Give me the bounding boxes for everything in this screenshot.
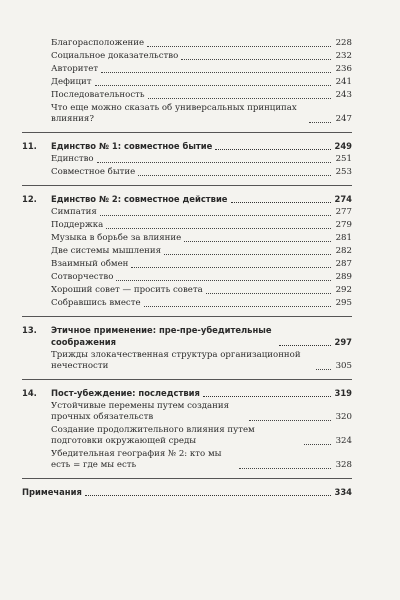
toc-entry-title: Совместное бытие	[51, 167, 136, 177]
dot-leader	[206, 293, 331, 294]
dot-leader	[316, 369, 331, 370]
dot-leader	[249, 420, 331, 421]
toc-entry-title: Хороший совет — просить совета	[51, 285, 203, 295]
chapter-heading	[22, 193, 352, 205]
chapter-page: 319	[334, 388, 352, 398]
toc-entry-title: Дефицит	[51, 77, 92, 87]
dot-leader	[279, 345, 331, 346]
toc-entry-title: Сотворчество	[51, 272, 114, 282]
toc-entry-title: Устойчивые перемены путем создания прочных обязательств	[51, 401, 230, 422]
dot-leader	[131, 267, 331, 268]
toc-entry-page: 324	[335, 436, 352, 446]
toc-entry	[22, 259, 352, 270]
toc-entry	[22, 167, 352, 178]
toc-entry-page: 247	[335, 114, 352, 124]
dot-leader	[101, 72, 331, 73]
toc-entry-page: 282	[335, 246, 352, 256]
chapter-heading	[22, 387, 352, 399]
toc-entry-title: Поддержка	[51, 220, 104, 230]
chapter-title: Единство № 1: совместное бытие	[51, 141, 213, 151]
toc-entry	[22, 38, 352, 49]
toc-entry-page: 320	[335, 412, 352, 422]
toc-entry	[22, 103, 352, 125]
chapter-page: 249	[334, 141, 352, 151]
chapter-heading	[22, 140, 352, 152]
toc-entry-title: Трижды злокачественная структура организационной нечестности	[51, 350, 301, 371]
toc-entry	[22, 272, 352, 283]
toc-entry	[22, 401, 352, 423]
section-divider	[22, 478, 352, 479]
toc-entry	[22, 207, 352, 218]
toc-entry-title: Благорасположение	[51, 38, 145, 48]
section-divider	[22, 316, 352, 317]
notes-page: 334	[334, 487, 352, 497]
toc-entry	[22, 298, 352, 309]
toc-entry	[22, 64, 352, 75]
toc-entry	[22, 220, 352, 231]
toc-entry-page: 305	[335, 361, 352, 371]
toc-entry-page: 287	[335, 259, 352, 269]
toc-entry-page: 292	[335, 285, 352, 295]
dot-leader	[203, 396, 331, 397]
toc-entry-page: 279	[335, 220, 352, 230]
chapter-number: 13.	[22, 325, 37, 335]
dot-leader	[147, 46, 331, 47]
chapter-page: 274	[334, 194, 352, 204]
dot-leader	[231, 202, 332, 203]
chapter-number: 14.	[22, 388, 37, 398]
dot-leader	[309, 122, 331, 123]
toc-entry	[22, 449, 352, 471]
dot-leader	[181, 59, 331, 60]
dot-leader	[239, 468, 331, 469]
chapter-number: 11.	[22, 141, 37, 151]
toc-entry	[22, 51, 352, 62]
toc-entry-title: Музыка в борьбе за влияние	[51, 233, 182, 243]
toc-entry	[22, 246, 352, 257]
toc-entry	[22, 350, 352, 372]
toc-entry-page: 289	[335, 272, 352, 282]
toc-entry-page: 295	[335, 298, 352, 308]
dot-leader	[304, 444, 331, 445]
section-divider	[22, 132, 352, 133]
dot-leader	[116, 280, 331, 281]
toc-entry-page: 253	[335, 167, 352, 177]
section-divider	[22, 379, 352, 380]
dot-leader	[138, 175, 331, 176]
toc-entry	[22, 425, 352, 447]
toc-entry-page: 241	[335, 77, 352, 87]
dot-leader	[85, 495, 331, 496]
toc-entry-title: Убедительная география № 2: кто мы есть = где мы есть	[51, 449, 222, 470]
toc-entry-title: Две системы мышления	[51, 246, 162, 256]
toc-entry-title: Авторитет	[51, 64, 99, 74]
toc-entry-title: Последовательность	[51, 90, 145, 100]
toc-entry-page: 232	[335, 51, 352, 61]
chapter-title: Этичное применение: пре-пре-убедительные соображения	[51, 325, 272, 347]
table-of-contents	[22, 38, 352, 500]
dot-leader	[215, 149, 331, 150]
chapter-heading	[22, 324, 352, 348]
toc-entry-title: Создание продолжительного влияния путем подготовки окружающей среды	[51, 425, 255, 446]
toc-entry-page: 277	[335, 207, 352, 217]
toc-entry-page: 281	[335, 233, 352, 243]
toc-entry-title: Единство	[51, 154, 94, 164]
notes-title: Примечания	[22, 487, 82, 497]
toc-entry-title: Что еще можно сказать об универсальных принципах влияния?	[51, 103, 297, 124]
section-divider	[22, 185, 352, 186]
dot-leader	[164, 254, 331, 255]
dot-leader	[106, 228, 331, 229]
dot-leader	[144, 306, 331, 307]
toc-entry-page: 243	[335, 90, 352, 100]
toc-entry-page: 328	[335, 460, 352, 470]
toc-entry	[22, 90, 352, 101]
notes-heading	[22, 486, 352, 498]
chapter-number: 12.	[22, 194, 37, 204]
toc-entry	[22, 233, 352, 244]
toc-entry	[22, 77, 352, 88]
dot-leader	[95, 85, 331, 86]
dot-leader	[100, 215, 331, 216]
chapter-title: Единство № 2: совместное действие	[51, 194, 228, 204]
dot-leader	[148, 98, 331, 99]
toc-entry-title: Социальное доказательство	[51, 51, 179, 61]
chapter-page: 297	[334, 337, 352, 347]
toc-entry-page: 251	[335, 154, 352, 164]
chapter-title: Пост-убеждение: последствия	[51, 388, 200, 398]
toc-entry-page: 236	[335, 64, 352, 74]
toc-entry-page: 228	[335, 38, 352, 48]
toc-entry-title: Симпатия	[51, 207, 97, 217]
dot-leader	[184, 241, 331, 242]
dot-leader	[97, 162, 331, 163]
toc-entry-title: Собравшись вместе	[51, 298, 141, 308]
toc-entry-title: Взаимный обмен	[51, 259, 129, 269]
toc-entry	[22, 285, 352, 296]
toc-entry	[22, 154, 352, 165]
